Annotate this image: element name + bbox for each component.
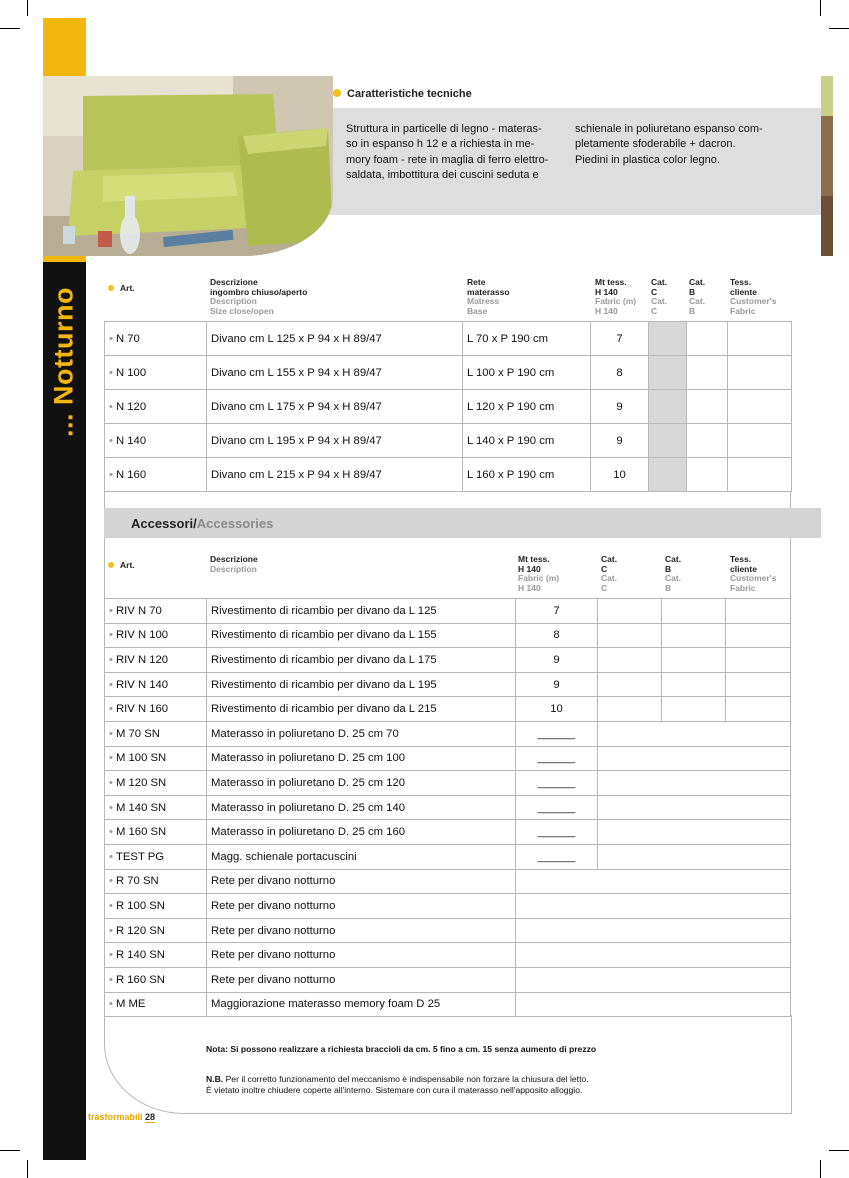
empty-cell: [598, 721, 791, 746]
note-text: Nota: Si possono realizzare a richiesta braccioli da cm. 5 fino a cm. 15 senza aumento di prezzo: [206, 1044, 597, 1054]
desc-cell: Materasso in poliuretano D. 25 cm 100: [207, 746, 516, 771]
crop-mark: [0, 28, 20, 29]
tess-cell: [728, 356, 792, 390]
desc-cell: Rete per divano notturno: [207, 894, 516, 919]
mt-cell: ______: [516, 721, 598, 746]
desc-cell: Rivestimento di ricambio per divano da L 175: [207, 648, 516, 673]
art-cell: • N 160: [105, 458, 207, 492]
art-cell: • N 70: [105, 322, 207, 356]
art-cell: • R 140 SN: [105, 943, 207, 968]
table-row: [105, 697, 791, 722]
acc-header-art: Art.: [108, 561, 135, 571]
cat-c-cell: [598, 599, 662, 624]
desc-cell: Rivestimento di ricambio per divano da L 215: [207, 697, 516, 722]
cat-c-cell: [598, 697, 662, 722]
nb-text: N.B. Per il corretto funzionamento del meccanismo è indispensabile non forzare la chiusura del letto. È vietato inoltre chiudere coperte all'interno. Sistemare con cura il materasso nell'apposito alloggio.: [206, 1074, 589, 1095]
table-row: [105, 992, 791, 1017]
bullet-icon: [108, 562, 114, 568]
desc-cell: Rivestimento di ricambio per divano da L 155: [207, 623, 516, 648]
empty-cell: [516, 992, 791, 1017]
mt-cell: ______: [516, 771, 598, 796]
desc-cell: Materasso in poliuretano D. 25 cm 120: [207, 771, 516, 796]
spec-text-col1: Struttura in particelle di legno - materas- so in espanso h 12 e a richiesta in me- mory foam - rete in maglia di ferro elettro- saldata, imbottitura dei cuscini seduta e: [346, 123, 549, 182]
table-row: [105, 648, 791, 673]
tess-cell: [726, 672, 791, 697]
table-row: [105, 943, 791, 968]
divider: [104, 538, 105, 598]
art-cell: • RIV N 120: [105, 648, 207, 673]
acc-header-mt: Mt tess. H 140 Fabric (m) H 140: [518, 554, 560, 593]
desc-cell: Materasso in poliuretano D. 25 cm 160: [207, 820, 516, 845]
desc-cell: Maggiorazione materasso memory foam D 25: [207, 992, 516, 1017]
notes-frame: [104, 1015, 792, 1114]
empty-cell: [516, 869, 791, 894]
table-row: [105, 672, 791, 697]
crop-mark: [0, 1150, 20, 1151]
desc-cell: Divano cm L 215 x P 94 x H 89/47: [207, 458, 463, 492]
cat-b-cell: [662, 648, 726, 673]
desc-cell: Magg. schienale portacuscini: [207, 844, 516, 869]
art-cell: • M 70 SN: [105, 721, 207, 746]
art-cell: • RIV N 140: [105, 672, 207, 697]
mt-cell: ______: [516, 795, 598, 820]
empty-cell: [598, 746, 791, 771]
cat-c-cell: [649, 458, 687, 492]
table-row: [105, 894, 791, 919]
desc-cell: Divano cm L 175 x P 94 x H 89/47: [207, 390, 463, 424]
empty-cell: [516, 918, 791, 943]
desc-cell: Rivestimento di ricambio per divano da L 195: [207, 672, 516, 697]
cat-b-cell: [687, 322, 728, 356]
crop-mark: [829, 28, 849, 29]
header-tess: Tess. cliente Customer's Fabric: [730, 277, 777, 316]
table-row: [105, 322, 792, 356]
table-row: [105, 356, 792, 390]
art-cell: • M 120 SN: [105, 771, 207, 796]
accessories-table: [104, 598, 791, 1017]
art-cell: • R 160 SN: [105, 967, 207, 992]
mt-cell: 7: [516, 599, 598, 624]
empty-cell: [516, 894, 791, 919]
desc-cell: Divano cm L 125 x P 94 x H 89/47: [207, 322, 463, 356]
rete-cell: L 70 x P 190 cm: [463, 322, 591, 356]
desc-cell: Materasso in poliuretano D. 25 cm 140: [207, 795, 516, 820]
rete-cell: L 160 x P 190 cm: [463, 458, 591, 492]
cat-b-cell: [662, 672, 726, 697]
acc-header-cat-c: Cat. C Cat. C: [601, 554, 618, 593]
cat-b-cell: [662, 599, 726, 624]
art-cell: • M 100 SN: [105, 746, 207, 771]
acc-header-description: Descrizione Description: [210, 554, 258, 574]
crop-mark: [829, 1150, 849, 1151]
mt-cell: 10: [591, 458, 649, 492]
table-row: [105, 721, 791, 746]
table-row: [105, 918, 791, 943]
cat-c-cell: [649, 356, 687, 390]
table-row: [105, 458, 792, 492]
empty-cell: [598, 844, 791, 869]
table-row: [105, 623, 791, 648]
desc-cell: Divano cm L 155 x P 94 x H 89/47: [207, 356, 463, 390]
art-cell: • M ME: [105, 992, 207, 1017]
cat-c-cell: [598, 648, 662, 673]
sofa-photo: [43, 76, 333, 256]
mt-cell: ______: [516, 820, 598, 845]
rete-cell: L 120 x P 190 cm: [463, 390, 591, 424]
table-row: [105, 795, 791, 820]
table-row: [105, 599, 791, 624]
desc-cell: Rete per divano notturno: [207, 967, 516, 992]
art-cell: • R 100 SN: [105, 894, 207, 919]
tess-cell: [726, 648, 791, 673]
crop-mark: [820, 1160, 821, 1178]
art-cell: • N 140: [105, 424, 207, 458]
table-row: [105, 390, 792, 424]
acc-header-cat-b: Cat. B Cat. B: [665, 554, 682, 593]
tess-cell: [728, 322, 792, 356]
mt-cell: 8: [516, 623, 598, 648]
bullet-icon: [108, 285, 114, 291]
next-page-photo-edge: [821, 76, 833, 256]
cat-c-cell: [649, 322, 687, 356]
cat-c-cell: [598, 623, 662, 648]
table-row: [105, 771, 791, 796]
accessories-title: Accessori/Accessories: [131, 516, 274, 531]
art-cell: • R 70 SN: [105, 869, 207, 894]
cat-c-cell: [598, 672, 662, 697]
mt-cell: 10: [516, 697, 598, 722]
cat-b-cell: [687, 390, 728, 424]
art-cell: • RIV N 70: [105, 599, 207, 624]
bullet-icon: [333, 89, 341, 97]
header-mt: Mt tess. H 140 Fabric (m) H 140: [595, 277, 637, 316]
table-row: [105, 844, 791, 869]
spec-title: Caratteristiche tecniche: [333, 88, 472, 100]
crop-mark: [27, 1160, 28, 1178]
header-cat-b: Cat. B Cat. B: [689, 277, 706, 316]
acc-header-tess: Tess. cliente Customer's Fabric: [730, 554, 777, 593]
cat-b-cell: [687, 356, 728, 390]
header-description: Descrizione ingombro chiuso/aperto Description Size close/open: [210, 277, 308, 316]
mt-cell: 9: [591, 424, 649, 458]
art-cell: • M 140 SN: [105, 795, 207, 820]
art-cell: • RIV N 160: [105, 697, 207, 722]
art-cell: • R 120 SN: [105, 918, 207, 943]
products-table: [104, 321, 792, 492]
divider: [790, 538, 791, 598]
art-cell: • N 100: [105, 356, 207, 390]
cat-b-cell: [662, 623, 726, 648]
mt-cell: ______: [516, 844, 598, 869]
empty-cell: [598, 820, 791, 845]
rete-cell: L 140 x P 190 cm: [463, 424, 591, 458]
rete-cell: L 100 x P 190 cm: [463, 356, 591, 390]
empty-cell: [598, 795, 791, 820]
desc-cell: Rivestimento di ricambio per divano da L 125: [207, 599, 516, 624]
tess-cell: [728, 458, 792, 492]
empty-cell: [516, 943, 791, 968]
table-row: [105, 424, 792, 458]
tess-cell: [726, 623, 791, 648]
empty-cell: [598, 771, 791, 796]
tess-cell: [728, 390, 792, 424]
art-cell: • TEST PG: [105, 844, 207, 869]
tess-cell: [728, 424, 792, 458]
mt-cell: 8: [591, 356, 649, 390]
header-rete: Rete materasso Matress Base: [467, 277, 510, 316]
table-row: [105, 746, 791, 771]
mt-cell: ______: [516, 746, 598, 771]
empty-cell: [516, 967, 791, 992]
header-art: Art.: [108, 284, 135, 294]
table-row: [105, 820, 791, 845]
tess-cell: [726, 599, 791, 624]
mt-cell: 9: [516, 648, 598, 673]
art-cell: • M 160 SN: [105, 820, 207, 845]
tess-cell: [726, 697, 791, 722]
table-row: [105, 967, 791, 992]
desc-cell: Rete per divano notturno: [207, 869, 516, 894]
cat-b-cell: [687, 458, 728, 492]
cat-b-cell: [687, 424, 728, 458]
desc-cell: Rete per divano notturno: [207, 918, 516, 943]
table-row: [105, 869, 791, 894]
cat-c-cell: [649, 424, 687, 458]
spec-text-col2: schienale in poliuretano espanso com- pletamente sfoderabile + dacron. Piedini in plastica color legno.: [575, 123, 763, 166]
art-cell: • RIV N 100: [105, 623, 207, 648]
art-cell: • N 120: [105, 390, 207, 424]
mt-cell: 9: [591, 390, 649, 424]
divider: [790, 491, 791, 508]
desc-cell: Divano cm L 195 x P 94 x H 89/47: [207, 424, 463, 458]
mt-cell: 7: [591, 322, 649, 356]
crop-mark: [27, 0, 28, 16]
mt-cell: 9: [516, 672, 598, 697]
cat-b-cell: [662, 697, 726, 722]
desc-cell: Materasso in poliuretano D. 25 cm 70: [207, 721, 516, 746]
crop-mark: [820, 0, 821, 16]
desc-cell: Rete per divano notturno: [207, 943, 516, 968]
section-title-vertical: ... Notturno: [48, 287, 79, 437]
header-cat-c: Cat. C Cat. C: [651, 277, 668, 316]
divider: [104, 491, 105, 508]
cat-c-cell: [649, 390, 687, 424]
page-footer: trasformabili 28: [88, 1112, 156, 1122]
